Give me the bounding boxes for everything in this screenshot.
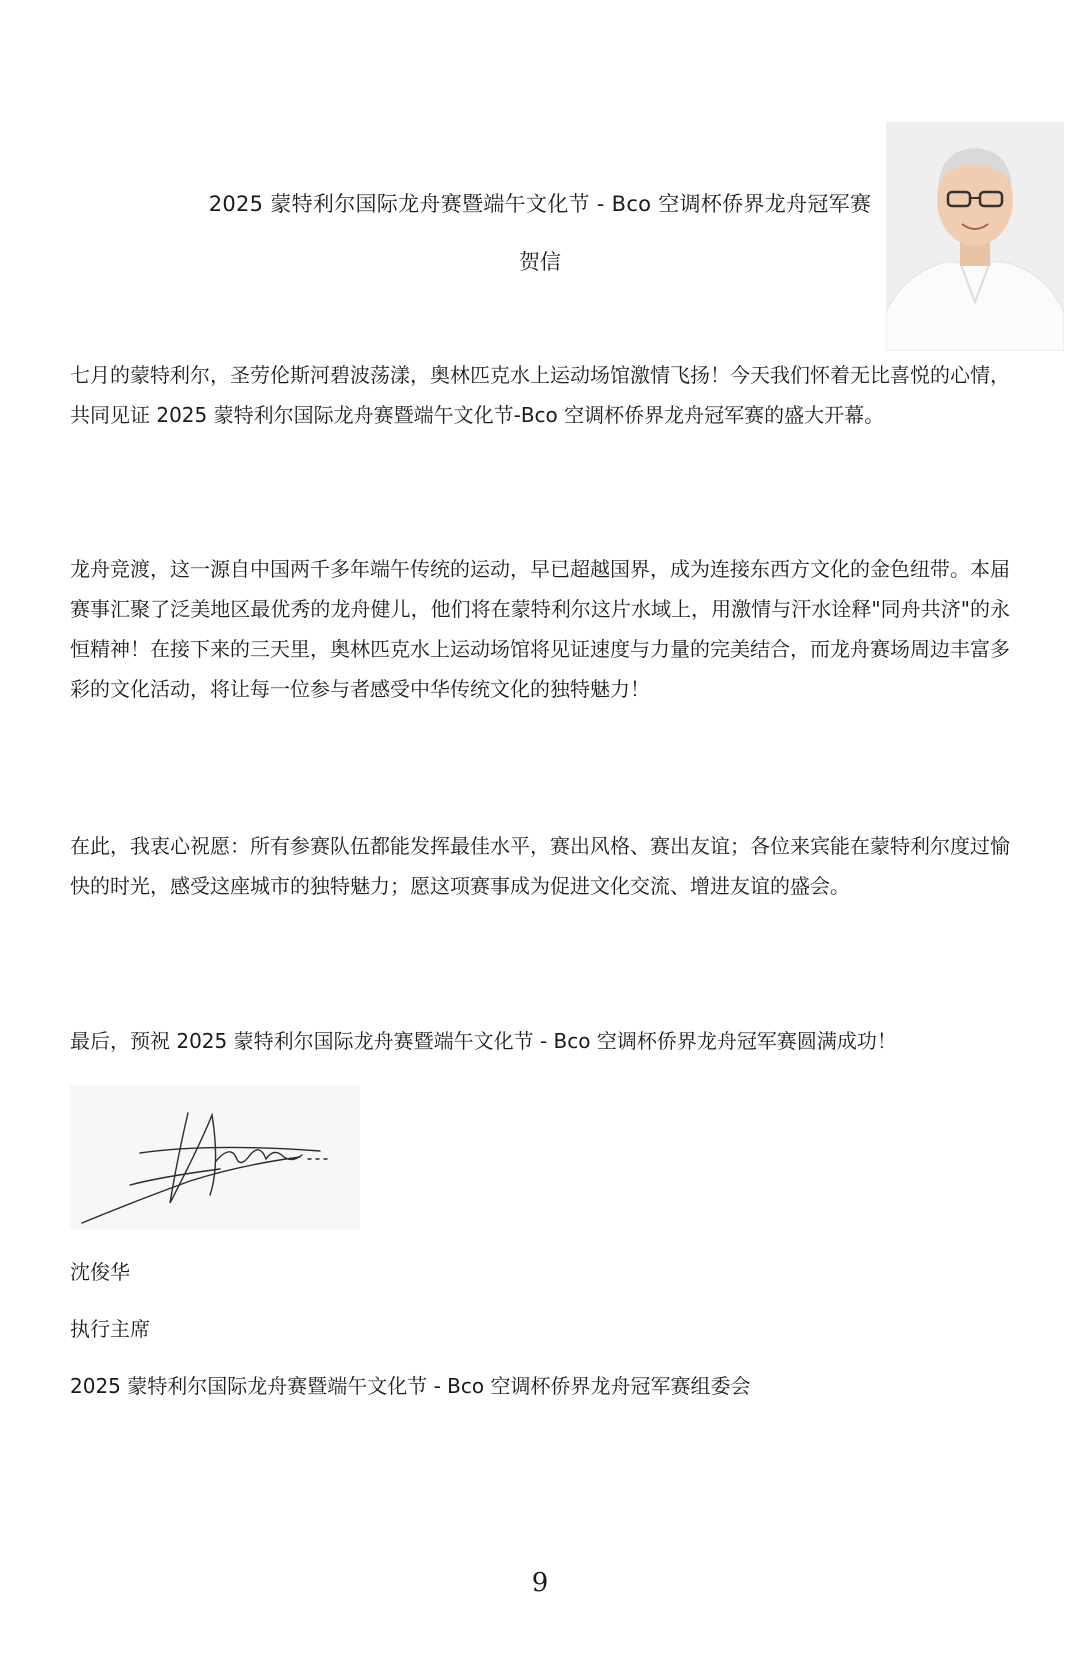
page-number: 9 <box>531 1568 549 1598</box>
paragraph-dragon-boat: 龙舟竞渡，这一源自中国两千多年端午传统的运动，早已超越国界，成为连接东西方文化的金色纽带。本届赛事汇聚了泛美地区最优秀的龙舟健儿，他们将在蒙特利尔这片水域上，用激情与汗水诠释"同舟共济"的永恒精神！在接下来的三天里，奥林匹克水上运动场馆将见证速度与力量的完美结合，而龙舟赛场周边丰富多彩的文化活动，将让每一位参与者感受中华传统文化的独特魅力！ <box>70 557 1010 701</box>
paragraph-opening: 七月的蒙特利尔，圣劳伦斯河碧波荡漾，奥林匹克水上运动场馆激情飞扬！今天我们怀着无比喜悦的心情，共同见证 2025 蒙特利尔国际龙舟赛暨端午文化节-Bco 空调杯侨界龙舟冠军赛的盛大开幕。 <box>70 363 1010 427</box>
portrait-photo <box>886 122 1064 351</box>
signer-name: 沈俊华 <box>70 1260 130 1284</box>
letter-title: 2025 蒙特利尔国际龙舟赛暨端午文化节 - Bco 空调杯侨界龙舟冠军赛 <box>208 192 872 216</box>
signer-role: 执行主席 <box>70 1317 150 1341</box>
paragraph-wishes: 在此，我衷心祝愿：所有参赛队伍都能发挥最佳水平，赛出风格、赛出友谊；各位来宾能在蒙特利尔度过愉快的时光，感受这座城市的独特魅力；愿这项赛事成为促进文化交流、增进友谊的盛会。 <box>70 834 1010 898</box>
signature-image <box>70 1085 360 1230</box>
paragraph-closing: 最后，预祝 2025 蒙特利尔国际龙舟赛暨端午文化节 - Bco 空调杯侨界龙舟冠军赛圆满成功！ <box>70 1029 897 1053</box>
signer-organization: 2025 蒙特利尔国际龙舟赛暨端午文化节 - Bco 空调杯侨界龙舟冠军赛组委会 <box>70 1374 751 1398</box>
letter-subtitle: 贺信 <box>519 250 561 274</box>
